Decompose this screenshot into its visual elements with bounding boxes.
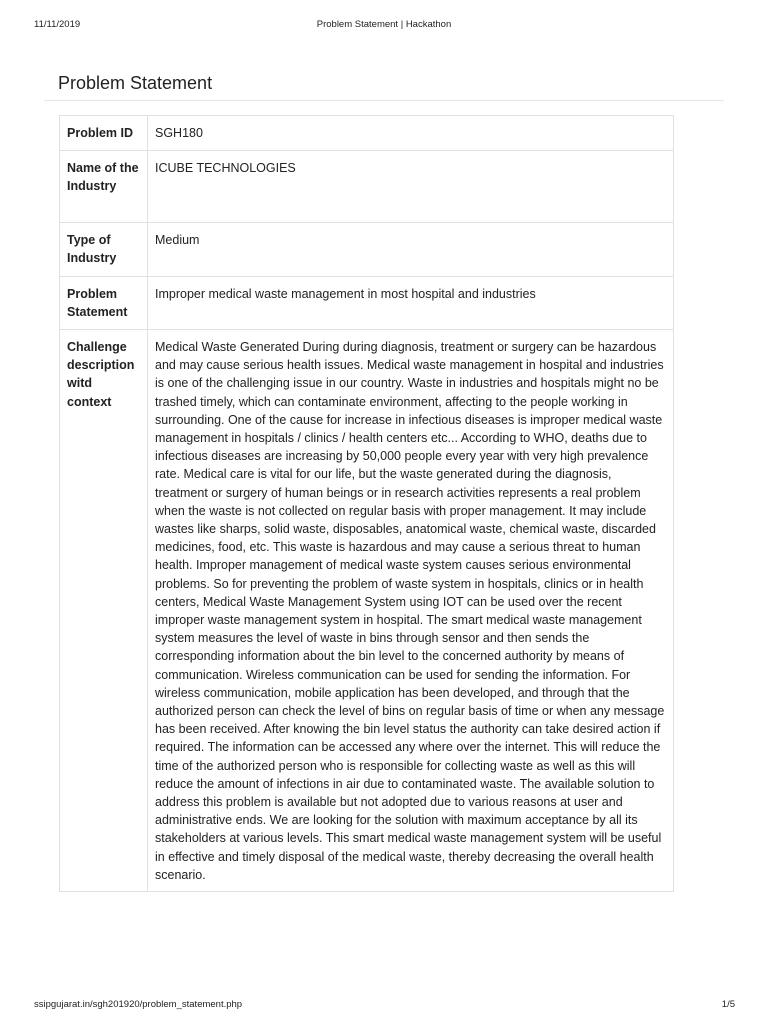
row-value-problem-id: SGH180 bbox=[148, 116, 674, 151]
print-url: ssipgujarat.in/sgh201920/problem_statement.php bbox=[34, 999, 243, 1010]
print-footer bbox=[0, 984, 768, 1024]
row-value-industry-type: Medium bbox=[148, 223, 674, 277]
row-label-challenge-description: Challenge description witd context bbox=[60, 330, 148, 892]
row-value-industry-name: ICUBE TECHNOLOGIES bbox=[148, 151, 674, 223]
row-label-problem-id: Problem ID bbox=[60, 116, 148, 151]
row-label-industry-name: Name of the Industry bbox=[60, 151, 148, 223]
title-divider bbox=[44, 100, 724, 101]
table-row bbox=[60, 116, 674, 151]
page-title: Problem Statement bbox=[58, 73, 213, 94]
row-label-problem-statement: Problem Statement bbox=[60, 277, 148, 330]
row-label-industry-type: Type of Industry bbox=[60, 223, 148, 277]
page-number: 1/5 bbox=[721, 999, 735, 1010]
problem-details-table bbox=[59, 115, 674, 892]
table-row bbox=[60, 330, 674, 892]
row-value-problem-statement: Improper medical waste management in most hospital and industries bbox=[148, 277, 674, 330]
print-date: 11/11/2019 bbox=[34, 19, 81, 30]
print-header bbox=[0, 0, 768, 30]
row-value-challenge-description: Medical Waste Generated During during diagnosis, treatment or surgery can be hazardous and may cause serious health issues. Medical waste management in hospital and industries is one of the challenging issue in our country. Waste in industries and hospitals might no be trashed timely, which can contaminate environment, affecting to the people working in surrounding. One of the cause for increase in infectious diseases is improper medical waste management in hospitals / clinics / health centers etc... According to WHO, deaths due to infectious diseases are increasing by 50,000 people every year with very high prevalence rate. Medical care is vital for our life, but the waste generated during the diagnosis, treatment or surgery of human beings or in research activities represents a real problem when the waste is not collected on regular basis with proper management. It may include wastes like sharps, solid waste, disposables, anatomical waste, chemical waste, discarded medicines, food, etc. This waste is hazardous and may cause a serious threat to human health. Improper management of medical waste system causes serious environmental problems. So for preventing the problem of waste system in hospitals, clinics or in health centers, Medical Waste Management System using IOT can be used over the recent improper waste management system in hospital. The smart medical waste management system measures the level of waste in bins through sensor and then sends the corresponding information about the bin level to the concerned authority by means of communication. Wireless communication can be used for sending the information. For wireless communication, mobile application has been developed, and through that the authorized person can check the level of bins on regular basis of time or when any message has been received. After knowing the bin level status the authority can take desired action if required. The information can be accessed any where over the internet. This will reduce the time of the authorized person who is responsible for collecting waste as well as this will reduce the amount of infections in air due to contaminated waste. The available solution to address this problem is available but not adopted due to various reasons at user and administrative ends. We are looking for the solution with maximum acceptance by all its stakeholders at various levels. This smart medical waste management system will be useful in effective and timely disposal of the medical waste, thereby decreasing the overall health scenario. bbox=[148, 330, 674, 892]
print-page-title: Problem Statement | Hackathon bbox=[316, 19, 452, 30]
table-row bbox=[60, 277, 674, 330]
table-row bbox=[60, 223, 674, 277]
table-row bbox=[60, 151, 674, 223]
